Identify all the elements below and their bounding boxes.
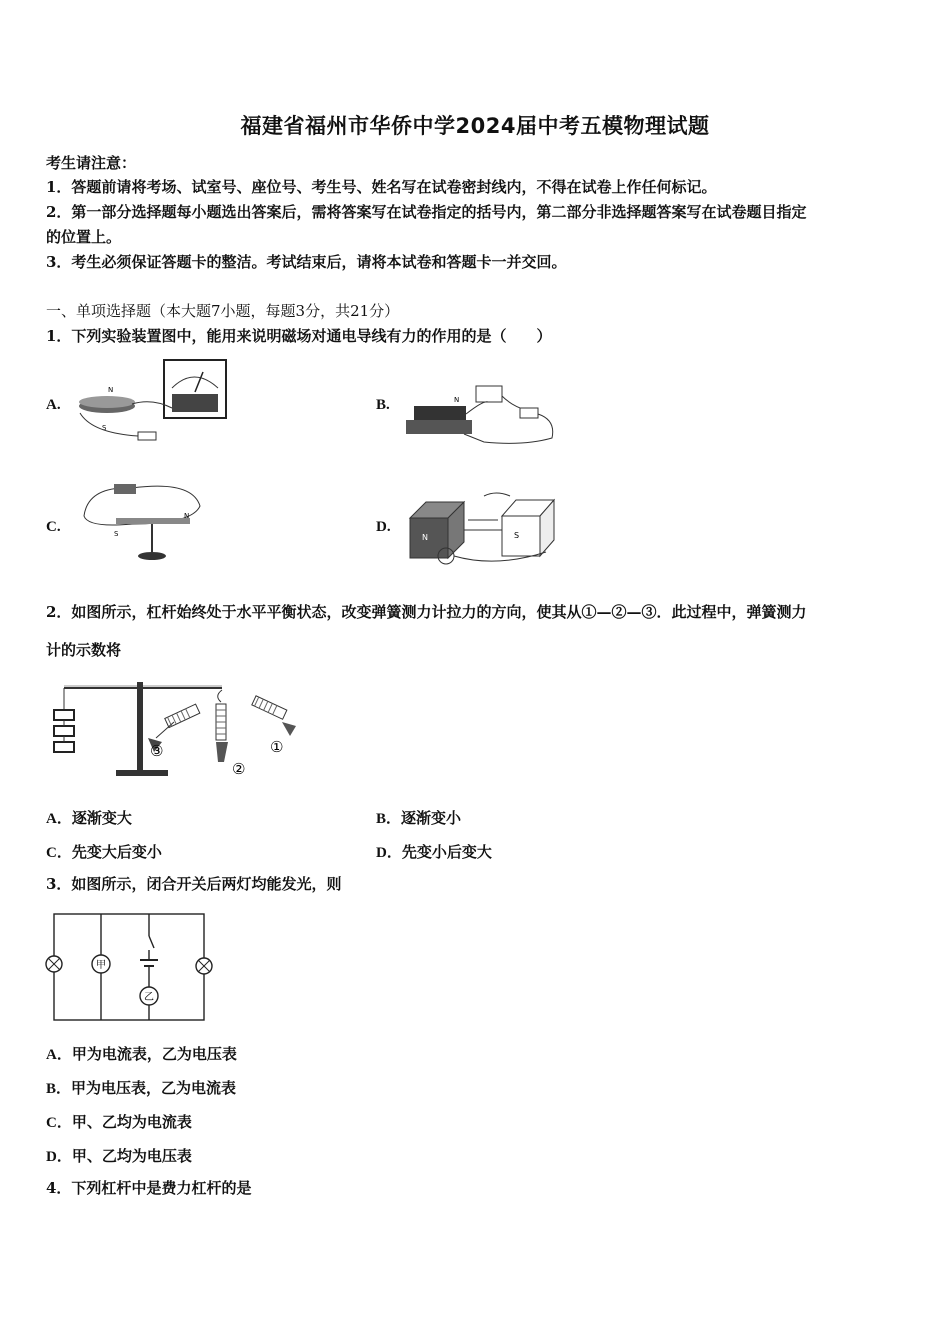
q1-option-a-label: A. [46, 397, 61, 413]
q2-lever-figure [46, 678, 306, 780]
magnet-n-label: N [422, 533, 428, 542]
q3-circuit-diagram [44, 908, 214, 1026]
page-title: 福建省福州市华侨中学2024届中考五模物理试题 [240, 114, 710, 138]
magnet-n-label: N [184, 512, 190, 520]
notice-item: 的位置上。 [46, 228, 122, 246]
q1-figure-a [72, 358, 228, 448]
q1-figure-c [72, 466, 208, 566]
question-2-stem: 2．如图所示，杠杆始终处于水平平衡状态，改变弹簧测力计拉力的方向，使其从①—②—③．此过程中，弹簧测力 [46, 603, 807, 621]
question-2-stem-cont: 计的示数将 [46, 641, 122, 659]
magnet-s-label: S [102, 424, 107, 432]
magnet-n-label: N [108, 386, 114, 394]
q1-option-c-label: C. [46, 519, 61, 535]
q3-option-d: D．甲、乙均为电压表 [46, 1149, 192, 1165]
q3-option-b: B．甲为电压表，乙为电流表 [46, 1081, 237, 1097]
q1-option-b-label: B. [376, 397, 390, 413]
notice-item: 3．考生必须保证答题卡的整洁。考试结束后，请将本试卷和答题卡一并交回。 [46, 253, 567, 271]
q2-option-c: C．先变大后变小 [46, 845, 162, 861]
magnet-s-label: S [514, 531, 520, 540]
q3-option-c: C．甲、乙均为电流表 [46, 1115, 192, 1131]
magnet-n-label: N [454, 396, 460, 404]
q3-option-a: A．甲为电流表，乙为电压表 [46, 1047, 237, 1063]
q2-option-d: D．先变小后变大 [376, 845, 492, 861]
question-4-stem: 4．下列杠杆中是费力杠杆的是 [46, 1179, 252, 1197]
question-1-stem: 1．下列实验装置图中，能用来说明磁场对通电导线有力的作用的是（ ） [46, 327, 552, 345]
notice-item: 1．答题前请将考场、试室号、座位号、考生号、姓名写在试卷密封线内，不得在试卷上作任何标记。 [46, 178, 717, 196]
position-3-mark: ③ [150, 742, 164, 760]
meter-yi-label: 乙 [144, 992, 154, 1003]
q1-figure-d [406, 490, 556, 568]
question-3-stem: 3．如图所示，闭合开关后两灯均能发光，则 [46, 875, 342, 893]
magnet-s-label: S [114, 530, 119, 538]
notice-heading: 考生请注意： [46, 154, 137, 172]
notice-item: 2．第一部分选择题每小题选出答案后，需将答案写在试卷指定的括号内，第二部分非选择题答案写在试卷题目指定 [46, 203, 807, 221]
meter-jia-label: 甲 [96, 960, 106, 971]
q1-figure-b [404, 380, 558, 450]
q2-option-a: A．逐渐变大 [46, 811, 132, 827]
q1-option-d-label: D. [376, 519, 391, 535]
position-1-mark: ① [270, 738, 284, 756]
q2-option-b: B．逐渐变小 [376, 811, 462, 827]
position-2-mark: ② [232, 760, 246, 778]
section-heading: 一、单项选择题（本大题7小题，每题3分，共21分） [46, 302, 400, 320]
